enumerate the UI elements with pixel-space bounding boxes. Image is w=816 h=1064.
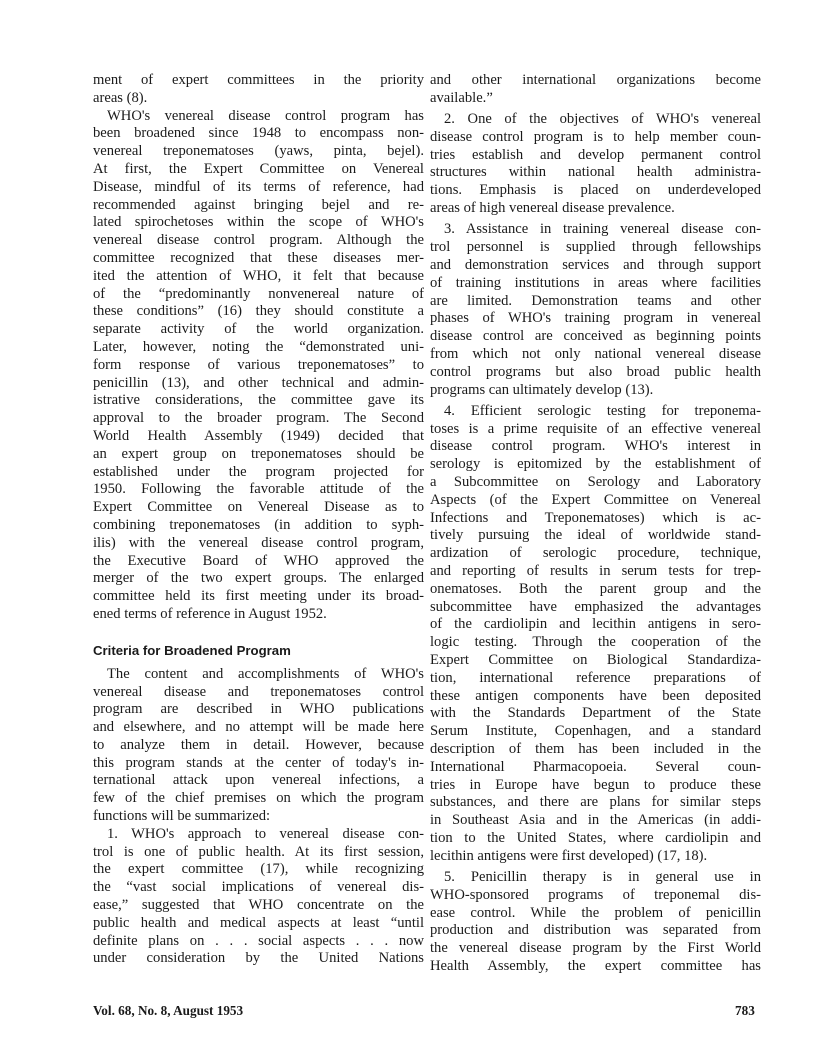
text-line: ardization of serologic procedure, technique, [430, 545, 761, 562]
text-line: areas of high venereal disease prevalence. [430, 200, 675, 217]
text-line: ease control. While the problem of penicillin [430, 904, 761, 921]
text-line: program are described in WHO publications [93, 701, 424, 718]
text-line: venereal disease and treponematoses control [93, 683, 424, 700]
text-line: ited the attention of WHO, it felt that because [93, 267, 424, 284]
text-line: are limited. Demonstration teams and other [430, 292, 761, 309]
text-line: Expert Committee on Venereal Disease as to [93, 499, 424, 516]
text-line: and elsewhere, and no attempt will be made here [93, 719, 424, 736]
text-line: tion, international reference preparations of [430, 669, 761, 686]
text-line: ternational attack upon venereal infections, a [93, 772, 424, 789]
paragraph [430, 869, 761, 976]
text-line: the venereal disease program by the First World [430, 940, 761, 957]
text-line: WHO-sponsored programs of treponemal dis- [430, 886, 761, 903]
text-line: tion to the United States, where cardiolipin and [430, 829, 761, 846]
text-line: disease control program. WHO's interest in [430, 438, 761, 455]
text-line: ilis) with the venereal disease control program, [93, 534, 424, 551]
text-line: an expert group on treponematoses should be [93, 445, 424, 462]
text-line: production and distribution was separated from [430, 922, 761, 939]
text-line: 4. Efficient serologic testing for treponema- [444, 402, 761, 419]
text-line: the “vast social implications of venereal dis- [93, 879, 424, 896]
text-line: under consideration by the United Nations [93, 950, 424, 967]
paragraph [93, 666, 424, 826]
text-line: and demonstration services and through support [430, 256, 761, 273]
text-line: disease control program is to help member coun- [430, 128, 761, 145]
page-number: 783 [735, 1003, 755, 1018]
text-line: separate activity of the world organization. [93, 321, 424, 338]
text-line: functions will be summarized: [93, 808, 271, 825]
paragraph [93, 108, 424, 624]
paragraph [430, 221, 761, 399]
text-line: committee recognized that these diseases mer- [93, 249, 424, 266]
text-line: trol is one of public health. At its first session, [93, 843, 424, 860]
text-line: and other international organizations become [430, 72, 761, 88]
text-line: available.” [430, 89, 493, 106]
text-line: of the “predominantly nonvenereal nature of [93, 285, 424, 302]
text-line: Serum Institute, Copenhagen, and a standard [430, 723, 761, 740]
text-line: 5. Penicillin therapy is in general use in [444, 869, 761, 886]
text-line: tries establish and develop permanent control [430, 146, 761, 163]
text-line: logic testing. Through the cooperation of the [430, 634, 761, 651]
text-line: of the cardiolipin and lecithin antigens in sero- [430, 616, 761, 633]
text-line: Infections and Treponematoses) which is ac- [430, 509, 761, 526]
text-line: and reporting of results in serum tests for trep- [430, 563, 761, 580]
text-line: this program stands at the center of today's in- [93, 754, 424, 771]
paragraph [93, 826, 424, 968]
text-line: established under the program projected for [93, 463, 424, 480]
text-line: committee held its first meeting under its broad- [93, 588, 424, 605]
text-line: World Health Assembly (1949) decided that [93, 427, 424, 444]
text-line: subcommittee have emphasized the advantages [430, 598, 761, 615]
text-line: recommended against bringing bejel and re- [93, 196, 424, 213]
text-line: Expert Committee on Biological Standardiza- [430, 652, 761, 668]
text-line: Health Assembly, the expert committee has [430, 958, 761, 975]
text-line: tively pursuing the ideal of worldwide stand- [430, 527, 761, 544]
text-line: programs can ultimately develop (13). [430, 381, 654, 398]
text-line: in Southeast Asia and in the Americas (in addi- [430, 812, 761, 829]
text-line: a Subcommittee on Serology and Laboratory [430, 474, 761, 491]
text-line: toses is a prime requisite of an effective venereal [430, 420, 761, 437]
text-line: penicillin (13), and other technical and admin- [93, 374, 424, 391]
text-line: definite plans on . . . social aspects . . . now [93, 932, 424, 949]
text-line: the expert committee (17), while recognizing [93, 861, 424, 878]
text-line: control programs but also broad public health [430, 363, 761, 380]
text-line: combining treponematoses (in addition to syph- [93, 516, 424, 533]
paragraph [430, 403, 761, 866]
text-line: istrative considerations, the committee gave its [93, 392, 424, 409]
journal-citation: Vol. 68, No. 8, August 1953 [93, 1003, 244, 1018]
left-column [93, 72, 424, 968]
text-line: these conditions” (16) they should constitute a [93, 303, 424, 320]
text-line: tions. Emphasis is placed on underdeveloped [430, 182, 761, 199]
text-line: of training institutions in areas where facilities [430, 274, 761, 291]
text-line: venereal treponematoses (yaws, pinta, bejel). [93, 143, 424, 160]
text-line: ease,” suggested that WHO concentrate on the [93, 897, 424, 914]
text-line: substances, and there are plans for similar steps [430, 794, 761, 811]
right-column [430, 72, 761, 976]
text-line: onematoses. Both the parent group and the [430, 580, 761, 597]
text-line: to analyze them in detail. However, because [93, 736, 424, 753]
text-line: few of the chief premises on which the program [93, 790, 424, 807]
text-line: 1950. Following the favorable attitude of the [93, 481, 424, 498]
text-line: these antigen components have been deposited [430, 687, 761, 704]
text-line: venereal disease control program. Although the [93, 232, 424, 249]
text-line: disease control are conceived as beginning points [430, 328, 761, 345]
text-line: public health and medical aspects at least “until [93, 914, 424, 931]
paragraph [93, 72, 424, 108]
text-line: been broadened since 1948 to encompass non- [93, 125, 424, 142]
text-line: Disease, mindful of its terms of reference, had [93, 178, 424, 195]
text-line: 3. Assistance in training venereal disease con- [444, 221, 761, 238]
text-line: with the Standards Department of the State [430, 705, 761, 722]
text-line: phases of WHO's training program in venereal [430, 310, 761, 327]
text-line: approval to the broader program. The Second [93, 410, 424, 427]
text-line: ment of expert committees in the priority [93, 72, 424, 88]
text-line: ened terms of reference in August 1952. [93, 605, 327, 622]
text-line: areas (8). [93, 89, 148, 106]
text-line: structures within national health administra- [430, 164, 761, 181]
paragraph [430, 111, 761, 218]
text-line: description of them has been included in the [430, 740, 761, 757]
text-line: Aspects (of the Expert Committee on Venereal [430, 491, 761, 508]
text-line: serology is epitomized by the establishment of [430, 456, 761, 473]
text-line: 2. One of the objectives of WHO's venereal [444, 111, 761, 128]
text-line: 1. WHO's approach to venereal disease con- [107, 825, 424, 842]
text-line: At first, the Expert Committee on Venereal [93, 160, 424, 177]
text-line: International Pharmacopoeia. Several coun- [430, 758, 761, 775]
text-line: lated spirochetoses within the scope of WHO's [93, 214, 424, 231]
text-line: WHO's venereal disease control program has [107, 107, 424, 124]
text-line: lecithin antigens were first developed) (17, 18). [430, 847, 708, 864]
text-line: trol personnel is supplied through fellowships [430, 239, 761, 256]
text-line: The content and accomplishments of WHO's [107, 665, 424, 682]
text-line: tries in Europe have begun to produce these [430, 776, 761, 793]
text-line: form response of various treponematoses” to [93, 356, 424, 373]
text-line: the Executive Board of WHO approved the [93, 552, 424, 569]
text-line: merger of the two expert groups. The enlarged [93, 570, 424, 587]
text-line: from which not only national venereal disease [430, 345, 761, 362]
text-line: Later, however, noting the “demonstrated uni- [93, 338, 424, 355]
section-heading: Criteria for Broadened Program [93, 642, 291, 658]
paragraph [430, 72, 761, 108]
